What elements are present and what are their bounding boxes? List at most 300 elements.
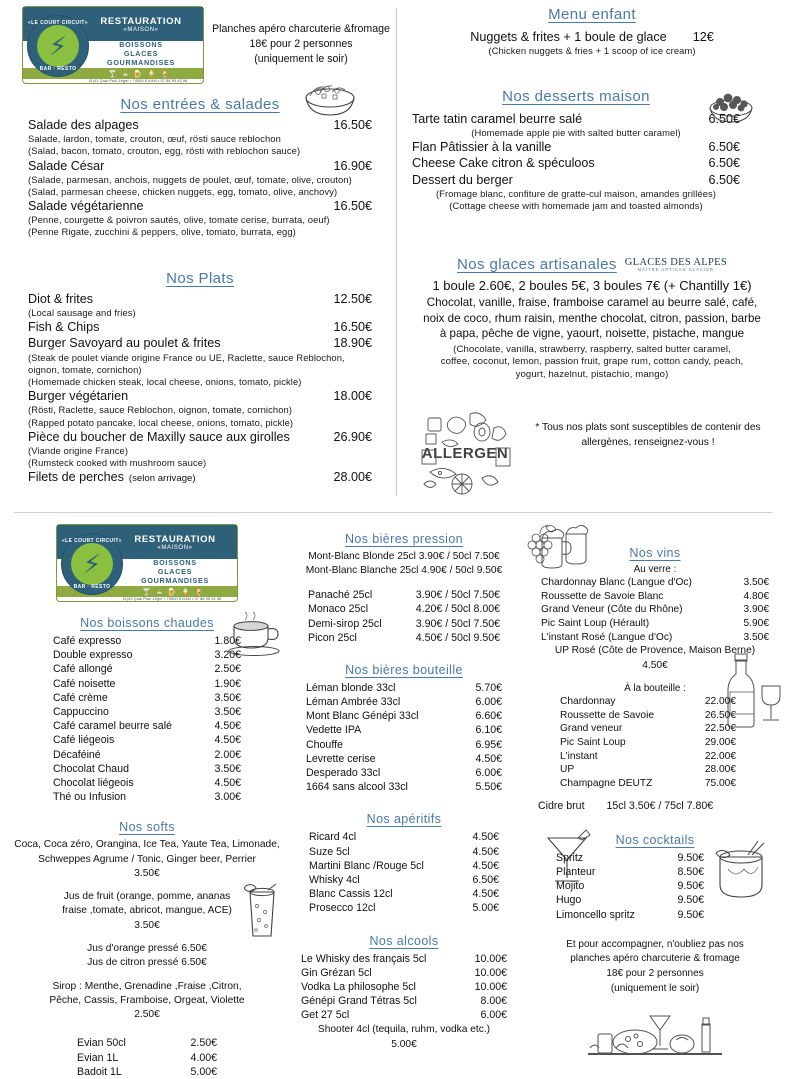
price-row-price: 6.00€ xyxy=(475,767,502,780)
cidre-row xyxy=(526,799,784,813)
softs-jus-line-2: fraise ,tomate, abricot, mangue, ACE) xyxy=(62,905,232,917)
price-row xyxy=(306,766,502,780)
menu-item-name: Burger végétarien xyxy=(28,389,129,404)
price-row xyxy=(308,602,500,616)
wine-glass-icon: 🍸 xyxy=(108,70,118,78)
softs-presse-orange: Jus d'orange pressé 6.50€ xyxy=(87,942,207,954)
menu-item-row xyxy=(412,139,740,155)
menu-item-name: Salade des alpages xyxy=(28,118,139,132)
price-row-name: Génépi Grand Tétras 5cl xyxy=(301,995,417,1008)
desserts-title: Nos desserts maison xyxy=(502,88,650,105)
logo-ring-top-text-bottom: «LE COURT CIRCUIT» xyxy=(62,538,122,544)
price-row-name: Chocolat Chaud xyxy=(53,762,129,775)
logo-line-glaces-bottom: GLACES xyxy=(157,567,193,577)
accompagner-note xyxy=(526,938,784,996)
menu-item-description: (Rösti, Raclette, sauce Reblochon, oignon, tomate, cornichon) xyxy=(28,404,293,416)
softs-sirop-line-1: Sirop : Menthe, Grenadine ,Fraise ,Citron, xyxy=(52,980,242,992)
price-row-price: 4.50€ xyxy=(472,888,499,901)
price-row-price: 3.90€ / 50cl 7.50€ xyxy=(415,617,500,630)
price-row-price: 4.50€ / 50cl 9.50€ xyxy=(415,631,500,644)
softs-sirops xyxy=(14,980,280,1023)
menu-item-name: Salade César xyxy=(28,158,105,173)
ice-cream-icon: 🍦 xyxy=(147,70,156,78)
logo-address-bottom: 41|43 Quai Paul-Léger • 74500 EVIAN • 07 88 95 42 58 xyxy=(122,597,222,601)
price-row xyxy=(560,750,736,764)
price-row-name: L'instant xyxy=(560,750,598,762)
menu-item-name: Burger Savoyard au poulet & frites xyxy=(28,336,221,351)
cocktail-icon: 🍹 xyxy=(160,70,170,78)
coffee-cup-icon-bottom: ☕ xyxy=(156,588,163,596)
horizontal-divider xyxy=(14,512,772,513)
price-row-price: 3.00€ xyxy=(214,791,241,804)
desserts-section xyxy=(412,88,740,212)
bieres-pression-mb-blonde: Mont-Blanc Blonde 25cl 3.90€ / 50cl 7.50€ xyxy=(308,551,500,562)
price-row-name: Hugo xyxy=(556,894,582,907)
price-row-price: 6.00€ xyxy=(480,1009,507,1022)
price-row xyxy=(53,634,241,648)
price-row xyxy=(53,748,241,762)
price-row-name: Spritz xyxy=(556,851,584,864)
menu-item-price: 6.50€ xyxy=(708,140,740,155)
price-row-name: Champagne DEUTZ xyxy=(560,777,653,789)
cocktails-section xyxy=(526,833,784,922)
menu-top-half xyxy=(0,0,786,512)
price-row-price: 9.50€ xyxy=(677,894,704,907)
price-row-name: Léman blonde 33cl xyxy=(306,681,396,694)
glaces-en-line-3: yogurt, hazelnut, pistachio, mango) xyxy=(515,368,669,380)
restaurant-logo xyxy=(22,6,204,84)
price-row-price: 1.90€ xyxy=(214,677,241,690)
menu-item-name: Flan Pâtissier à la vanille xyxy=(412,140,552,155)
price-row-price: 29.00€ xyxy=(704,736,736,748)
price-row xyxy=(308,617,500,631)
planches-line-2: 18€ pour 2 personnes xyxy=(249,38,353,51)
price-row-price: 3.90€ / 50cl 7.50€ xyxy=(415,589,500,602)
menu-item-description: (Homemade apple pie with salted butter caramel) xyxy=(471,127,681,139)
price-row-name: Double expresso xyxy=(53,649,133,662)
price-row-name: Blanc Cassis 12cl xyxy=(309,888,393,901)
menu-item-name: Pièce du boucher de Maxilly sauce aux girolles xyxy=(28,429,290,444)
top-left-column xyxy=(0,0,396,512)
allergen-line-2: allergènes, renseignez-vous ! xyxy=(581,437,715,449)
price-row-name: Café expresso xyxy=(53,635,122,647)
price-row xyxy=(560,695,736,709)
alcools-list xyxy=(301,952,507,1023)
coffee-cup-icon: ☕ xyxy=(122,70,129,78)
price-row-price: 22.50€ xyxy=(704,723,736,735)
logo-ring-top-text: «LE COURT CIRCUIT» xyxy=(28,20,88,26)
menu-item-row xyxy=(28,469,372,485)
price-row-price: 4.50€ xyxy=(214,720,241,733)
price-row xyxy=(306,709,502,723)
price-row xyxy=(306,723,502,737)
price-row-price: 22.00€ xyxy=(704,695,736,707)
price-row-price: 4.50€ xyxy=(472,831,499,844)
price-row xyxy=(541,631,769,645)
price-row-name: Suze 5cl xyxy=(309,845,350,858)
menu-item-price: 26.90€ xyxy=(333,429,372,444)
cidre-name: Cidre brut xyxy=(538,799,585,812)
menu-enfant-title: Menu enfant xyxy=(548,6,636,23)
vins-up-rose-price: 4.50€ xyxy=(642,659,668,671)
cocktails-title: Nos cocktails xyxy=(615,832,695,847)
price-row xyxy=(77,1051,217,1065)
logo-address: 41|43 Quai Paul-Léger • 74500 EVIAN • 07 88 95 42 58 xyxy=(88,79,188,83)
price-row-name: Thé ou Infusion xyxy=(53,791,127,804)
menu-item-row xyxy=(28,198,372,214)
price-row xyxy=(556,851,704,865)
menu-bottom-half xyxy=(0,516,786,1078)
price-row-name: Demi-sirop 25cl xyxy=(308,617,382,630)
bieres-pression-title: Nos bières pression xyxy=(344,532,464,546)
price-row-price: 9.50€ xyxy=(677,880,704,893)
menu-item-description: (Penne, courgette & poivron sautés, olive, tomate cerise, burrata, oeuf) xyxy=(28,214,330,226)
allergen-line-1: * Tous nos plats sont susceptibles de contenir des xyxy=(535,422,761,433)
wine-bottle-and-glass-icon xyxy=(722,646,786,730)
glaces-en-line-1: (Chocolate, vanilla, strawberry, raspberry, salted butter caramel, xyxy=(453,343,731,355)
menu-enfant-desc: (Chicken nuggets & fries + 1 scoop of ice cream) xyxy=(488,45,696,57)
grapes-icon xyxy=(516,522,560,566)
menu-item-description: (Salad, bacon, tomato, crouton, egg, rösti with reblochon sauce) xyxy=(28,145,301,157)
price-row-name: Grand veneur xyxy=(560,723,623,735)
price-row xyxy=(301,980,507,994)
price-row-name: L'instant Rosé (Langue d'Oc) xyxy=(541,631,673,643)
price-row-price: 3.50€ xyxy=(214,762,241,775)
price-row-name: Badoit 1L xyxy=(77,1065,122,1078)
price-row-name: Chocolat liégeois xyxy=(53,776,134,789)
price-row-price: 4.00€ xyxy=(190,1051,217,1064)
menu-item-row xyxy=(412,111,740,127)
glaces-title: Nos glaces artisanales xyxy=(457,256,617,273)
logo-restauration-label-bottom: RESTAURATION xyxy=(134,533,216,545)
price-row-price: 2.50€ xyxy=(214,663,241,676)
price-row xyxy=(53,648,241,662)
price-row-price: 9.50€ xyxy=(677,908,704,921)
accompagner-line-3: 18€ pour 2 personnes xyxy=(606,967,704,979)
price-row xyxy=(560,777,736,791)
entrees-section xyxy=(28,96,372,239)
softs-jus-line-1: Jus de fruit (orange, pomme, ananas xyxy=(63,891,231,903)
logo-line-gourmandises-bottom: GOURMANDISES xyxy=(141,575,209,585)
price-row xyxy=(53,677,241,691)
price-row-name: Roussette de Savoie Blanc xyxy=(541,590,664,602)
softs-presse-citron: Jus de citron pressé 6.50€ xyxy=(87,957,207,969)
price-row xyxy=(301,994,507,1008)
menu-item-suffix: (selon arrivage) xyxy=(128,473,196,485)
price-row-price: 3.50€ xyxy=(214,705,241,718)
price-row xyxy=(53,790,241,804)
lightning-bolt-icon-bottom: ⚡ xyxy=(82,549,102,579)
price-row-price: 9.50€ xyxy=(677,851,704,864)
price-row-name: Café noisette xyxy=(53,677,116,690)
menu-item-name: Filets de perches (selon arrivage) xyxy=(28,470,196,485)
menu-item-row xyxy=(28,429,372,445)
planches-line-1: Planches apéro charcuterie &fromage xyxy=(212,23,390,35)
softs-price-3: 2.50€ xyxy=(134,1009,160,1021)
price-row xyxy=(560,736,736,750)
price-row xyxy=(308,588,500,602)
price-row xyxy=(306,695,502,709)
price-row-price: 6.95€ xyxy=(475,738,502,751)
wine-glass-icon-bottom: 🍸 xyxy=(142,588,152,596)
price-row-price: 5.90€ xyxy=(743,618,769,630)
accompagner-line-1: Et pour accompagner, n'oubliez pas nos xyxy=(566,938,744,950)
price-row-price: 2.50€ xyxy=(190,1037,217,1050)
price-row-name: Léman Ambrée 33cl xyxy=(306,696,401,709)
beer-mug-icon: 🍺 xyxy=(133,70,143,78)
logo-round-badge xyxy=(27,15,89,77)
menu-item-description: (Fromage blanc, confiture de gratte-cul maison, amandes grillées) xyxy=(435,187,717,199)
price-row-name: Mojito xyxy=(556,880,585,893)
menu-enfant-section xyxy=(412,6,772,57)
menu-item-description: oignon, tomate, cornichon) xyxy=(28,363,142,375)
price-row-price: 4.50€ xyxy=(472,859,499,872)
price-row-name: Desperado 33cl xyxy=(306,767,381,780)
boissons-chaudes-title: Nos boissons chaudes xyxy=(80,616,214,630)
desserts-list xyxy=(412,111,740,212)
menu-item-description: (Cottage cheese with homemade jam and toasted almonds) xyxy=(449,199,703,211)
entrees-title: Nos entrées & salades xyxy=(120,96,280,113)
price-row xyxy=(309,901,499,915)
top-right-column xyxy=(398,0,786,512)
bieres-bouteille-title: Nos bières bouteille xyxy=(345,662,463,677)
menu-item-name: Dessert du berger xyxy=(412,172,513,187)
price-row-name: Chardonnay Blanc (Langue d'Oc) xyxy=(541,577,692,588)
price-row xyxy=(309,887,499,901)
price-row xyxy=(77,1036,217,1050)
restaurant-logo-bottom xyxy=(56,524,238,602)
price-row-price: 5.50€ xyxy=(475,781,502,794)
menu-item-row xyxy=(28,291,372,307)
planches-apero-note xyxy=(208,22,394,67)
price-row-price: 6.10€ xyxy=(475,724,502,737)
glaces-fr-line-2: noix de coco, rhum raisin, menthe chocolat, citron, passion, barbe xyxy=(423,311,761,325)
menu-item-row xyxy=(412,155,740,171)
price-row xyxy=(541,576,769,590)
price-row-name: Whisky 4cl xyxy=(309,873,360,886)
price-row-name: Café allongé xyxy=(53,663,113,676)
price-row-name: Prosecco 12cl xyxy=(309,902,376,915)
price-row-price: 4.20€ / 50cl 8.00€ xyxy=(415,603,500,616)
bieres-pression-list xyxy=(308,588,500,645)
softs-section xyxy=(14,820,280,1079)
aperitifs-title: Nos apéritifs xyxy=(366,812,442,827)
price-row xyxy=(556,879,704,893)
berry-bowl-icon xyxy=(704,84,758,126)
vins-section xyxy=(526,546,784,813)
price-row-price: 5.00€ xyxy=(472,902,499,915)
menu-item-price: 18.90€ xyxy=(333,336,372,351)
price-row xyxy=(301,966,507,980)
price-row-price: 10.00€ xyxy=(474,952,507,965)
price-row-price: 8.00€ xyxy=(480,995,507,1008)
price-row-name: Café crème xyxy=(53,691,108,704)
price-row xyxy=(541,617,769,631)
glaces-section xyxy=(404,256,780,381)
boissons-chaudes-list xyxy=(53,634,241,804)
price-row-name: Café liégeois xyxy=(53,734,115,747)
glaces-prices: 1 boule 2.60€, 2 boules 5€, 3 boules 7€ (+ Chantilly 1€) xyxy=(432,278,752,293)
price-row-price: 10.00€ xyxy=(474,980,507,993)
price-row-name: Mont Blanc Génépi 33cl xyxy=(306,710,419,723)
entrees-list xyxy=(28,117,372,239)
vins-au-verre-list xyxy=(541,576,769,644)
glaces-fr-line-1: Chocolat, vanille, fraise, framboise caramel au beurre salé, café, xyxy=(426,296,758,309)
price-row-name: Planteur xyxy=(556,866,596,878)
ice-cream-icon-bottom: 🍦 xyxy=(181,588,190,596)
price-row-price: 26.50€ xyxy=(704,709,736,721)
price-row-name: Roussette de Savoie xyxy=(560,709,655,721)
menu-enfant-price: 12€ xyxy=(692,30,714,44)
price-row-price: 4.50€ xyxy=(472,845,499,858)
price-row-price: 8.50€ xyxy=(677,866,704,878)
price-row-name: Chouffe xyxy=(306,738,343,751)
menu-item-description: (Steak de poulet viande origine France ou UE, Raclette, sauce Reblochon, xyxy=(28,351,345,363)
price-row-name: Cappuccino xyxy=(53,705,109,718)
price-row xyxy=(309,830,499,844)
menu-item-price: 16.50€ xyxy=(333,199,372,214)
menu-item-name: Fish & Chips xyxy=(28,320,100,335)
vins-bouteille-label: À la bouteille : xyxy=(624,682,686,694)
price-row-price: 5.70€ xyxy=(475,681,502,694)
price-row-name: Chardonnay xyxy=(560,695,616,707)
price-row xyxy=(556,908,704,922)
cocktails-list xyxy=(556,851,704,922)
menu-item-description: (Rumsteck cooked with mushroom sauce) xyxy=(28,457,207,469)
logo-maison-label: «MAISON» xyxy=(123,26,159,33)
softs-price-2: 3.50€ xyxy=(134,919,160,931)
glaces-brand-sub: MAÎTRE ARTISAN GLACIER xyxy=(637,266,715,272)
menu-item-description: (Penne Rigate, zucchini & peppers, olive, tomato, burrata, egg) xyxy=(28,226,296,238)
price-row-price: 3.50€ xyxy=(743,631,769,643)
price-row xyxy=(308,631,500,645)
logo-ring-bottom-text: BAR · RESTO xyxy=(39,66,77,72)
softs-title: Nos softs xyxy=(119,820,175,835)
bieres-bouteille-section xyxy=(288,663,520,795)
beer-mug-icon-bottom: 🍺 xyxy=(167,588,177,596)
price-row-name: Monaco 25cl xyxy=(308,603,369,616)
bottom-column-3 xyxy=(526,516,784,1060)
price-row-price: 10.00€ xyxy=(474,966,507,979)
price-row-price: 4.50€ xyxy=(214,776,241,789)
cidre-price: 15cl 3.50€ / 75cl 7.80€ xyxy=(606,799,714,812)
price-row xyxy=(306,752,502,766)
logo-line-glaces: GLACES xyxy=(123,49,159,59)
menu-item-description: (Viande origine France) xyxy=(28,444,129,456)
price-row xyxy=(77,1065,217,1079)
menu-item-price: 6.50€ xyxy=(708,112,740,126)
softs-price-1: 3.50€ xyxy=(134,867,160,879)
price-row-name: UP xyxy=(560,764,575,776)
plats-title: Nos Plats xyxy=(166,270,234,287)
price-row xyxy=(541,603,769,617)
alcools-shooter-price: 5.00€ xyxy=(391,1038,417,1050)
glaces-brand-name: GLACES DES ALPES xyxy=(624,256,727,268)
price-row xyxy=(560,709,736,723)
boissons-chaudes-section xyxy=(14,616,280,804)
glaces-des-alpes-logo xyxy=(625,257,727,272)
menu-item-row xyxy=(28,335,372,351)
logo-round-badge-bottom xyxy=(61,533,123,595)
price-row-name: Panaché 25cl xyxy=(308,589,373,602)
price-row-price: 3.50€ xyxy=(743,577,769,588)
menu-enfant-item: Nuggets & frites + 1 boule de glace xyxy=(470,30,667,44)
price-row xyxy=(53,705,241,719)
price-row-price: 6.50€ xyxy=(472,873,499,886)
price-row xyxy=(53,776,241,790)
glaces-flavors-en xyxy=(404,344,780,381)
price-row-name: Limoncello spritz xyxy=(556,908,635,921)
menu-item-price: 16.50€ xyxy=(333,320,372,335)
logo-line-boissons-bottom: BOISSONS xyxy=(153,558,197,568)
menu-item-description: (Salad, parmesan cheese, chicken nuggets, egg, tomato, olive, anchovy) xyxy=(28,185,338,197)
price-row xyxy=(53,733,241,747)
price-row xyxy=(560,763,736,777)
coffee-cup-art-icon xyxy=(228,612,286,656)
price-row-name: Décaféiné xyxy=(53,748,101,761)
price-row-name: Evian 1L xyxy=(77,1051,119,1064)
price-row xyxy=(53,691,241,705)
vertical-divider xyxy=(396,8,397,496)
price-row-name: Pic Saint Loup xyxy=(560,736,626,748)
price-row xyxy=(306,681,502,695)
logo-line-gourmandises: GOURMANDISES xyxy=(107,57,175,67)
glaces-fr-line-3: à papa, pêche de vigne, yaourt, noisette, pistache, mangue xyxy=(439,327,745,341)
menu-item-description: (Homemade chicken steak, local cheese, onions, tomato, pickle) xyxy=(28,375,302,387)
menu-enfant-row xyxy=(412,29,772,45)
price-row-price: 3.20€ xyxy=(214,649,241,662)
price-row-name: Pic Saint Loup (Hérault) xyxy=(541,618,650,630)
softs-sodas xyxy=(14,838,280,881)
menu-item-name: Cheese Cake citron & spéculoos xyxy=(412,156,595,171)
cocktail-icon-bottom: 🍹 xyxy=(194,588,204,596)
vins-au-verre-label: Au verre : xyxy=(633,564,677,575)
price-row xyxy=(309,845,499,859)
alcools-shooter-label: Shooter 4cl (tequila, ruhm, vodka etc.) xyxy=(317,1024,491,1036)
bottom-column-2 xyxy=(288,516,520,1052)
bieres-bouteille-list xyxy=(306,681,502,795)
accompagner-line-2: planches apéro charcuterie & fromage xyxy=(570,953,740,965)
price-row-name: Gin Grézan 5cl xyxy=(301,966,372,979)
menu-item-description: (Local sausage and fries) xyxy=(28,307,136,319)
logo-maison-label-bottom: «MAISON» xyxy=(157,544,193,551)
price-row-price: 1.80€ xyxy=(214,635,241,647)
glaces-flavors-fr xyxy=(404,295,780,342)
lightning-bolt-icon: ⚡ xyxy=(48,31,68,61)
price-row xyxy=(556,893,704,907)
juice-glass-icon xyxy=(238,882,284,942)
price-row-price: 75.00€ xyxy=(704,777,736,789)
plats-section xyxy=(28,270,372,486)
alcools-title: Nos alcools xyxy=(369,933,439,948)
alcools-section xyxy=(288,934,520,1053)
menu-item-name: Diot & frites xyxy=(28,292,94,306)
allergen-icon xyxy=(412,406,518,502)
planches-line-3: (uniquement le soir) xyxy=(254,53,348,66)
bieres-pression-mb-blanche: Mont-Blanc Blanche 25cl 4.90€ / 50cl 9.50€ xyxy=(305,565,503,577)
price-row-name: Café caramel beurre salé xyxy=(53,720,172,733)
accompagner-line-4: (uniquement le soir) xyxy=(610,982,700,994)
price-row xyxy=(301,952,507,966)
plats-list xyxy=(28,291,372,486)
price-row-name: 1664 sans alcool 33cl xyxy=(306,781,408,794)
softs-sirop-line-2: Pêche, Cassis, Framboise, Orgeat, Violette xyxy=(49,994,245,1006)
menu-item-name: Salade végétarienne xyxy=(28,199,144,214)
price-row-name: Vedette IPA xyxy=(306,724,362,737)
menu-item-row xyxy=(28,388,372,404)
menu-item-description: (Salade, parmesan, anchois, nuggets de poulet, œuf, tomate, olive, crouton) xyxy=(28,173,352,185)
menu-item-description: Salade, lardon, tomate, crouton, œuf, rösti sauce reblochon xyxy=(28,133,281,145)
